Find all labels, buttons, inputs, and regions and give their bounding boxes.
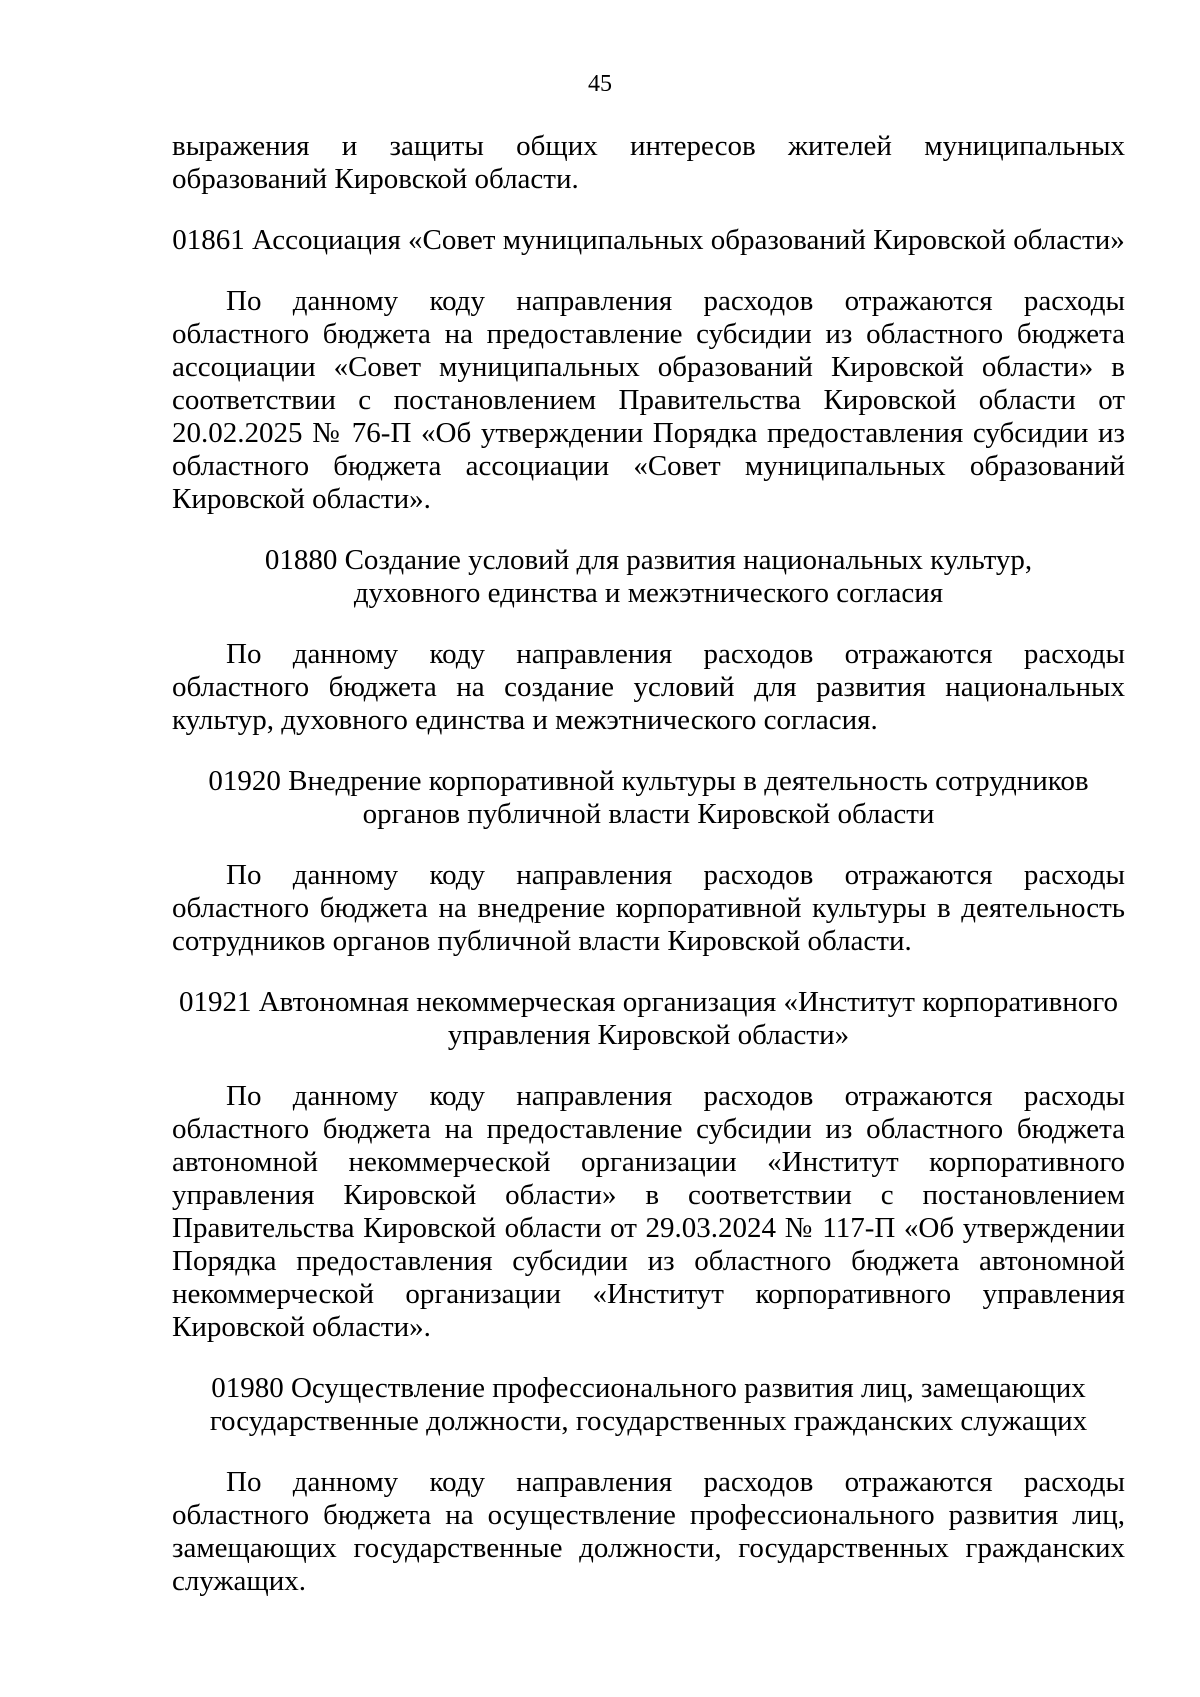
section-paragraph-01920: По данному коду направления расходов отражаются расходы областного бюджета на внедрение корпоративной культуры в деятельность сотрудников органов публичной власти Кировской области.	[172, 859, 1125, 957]
section-paragraph-01880: По данному коду направления расходов отражаются расходы областного бюджета на создание условий для развития национальных культур, духовного единства и межэтнического согласия.	[172, 638, 1125, 736]
section-heading-01880-line1: 01880 Создание условий для развития национальных культур,	[264, 544, 1033, 576]
section-heading-01920-line2: органов публичной власти Кировской области	[362, 798, 935, 830]
section-heading-01980-line2: государственные должности, государственных гражданских служащих	[209, 1405, 1088, 1437]
section-heading-01920-line1: 01920 Внедрение корпоративной культуры в деятельность сотрудников	[208, 765, 1089, 797]
intro-paragraph: выражения и защиты общих интересов жителей муниципальных образований Кировской области.	[172, 130, 1125, 195]
section-heading-01980-line1: 01980 Осуществление профессионального развития лиц, замещающих	[211, 1372, 1086, 1404]
section-paragraph-01921: По данному коду направления расходов отражаются расходы областного бюджета на предоставление субсидии из областного бюджета автономной некоммерческой организации «Институт корпоративного управления Кировской области» в соответствии с постановлением Правительства Кировской области от 29.03.2024 № 117-П «Об утверждении Порядка предоставления субсидии из областного бюджета автономной некоммерческой организации «Институт корпоративного управления Кировской области».	[172, 1080, 1125, 1343]
page-number: 45	[588, 71, 612, 97]
document-body	[172, 130, 1125, 1598]
section-heading-01861: 01861 Ассоциация «Совет муниципальных образований Кировской области»	[172, 224, 1125, 256]
section-heading-01880-line2: духовного единства и межэтнического согласия	[353, 577, 944, 609]
section-heading-01921-line1: 01921 Автономная некоммерческая организация «Институт корпоративного	[178, 986, 1119, 1018]
section-heading-01921-line2: управления Кировской области»	[447, 1019, 850, 1051]
section-paragraph-01861: По данному коду направления расходов отражаются расходы областного бюджета на предоставление субсидии из областного бюджета ассоциации «Совет муниципальных образований Кировской области» в соответствии с постановлением Правительства Кировской области от 20.02.2025 № 76-П «Об утверждении Порядка предоставления субсидии из областного бюджета ассоциации «Совет муниципальных образований Кировской области».	[172, 285, 1125, 515]
section-paragraph-01980: По данному коду направления расходов отражаются расходы областного бюджета на осуществление профессионального развития лиц, замещающих государственные должности, государственных гражданских служащих.	[172, 1466, 1125, 1597]
